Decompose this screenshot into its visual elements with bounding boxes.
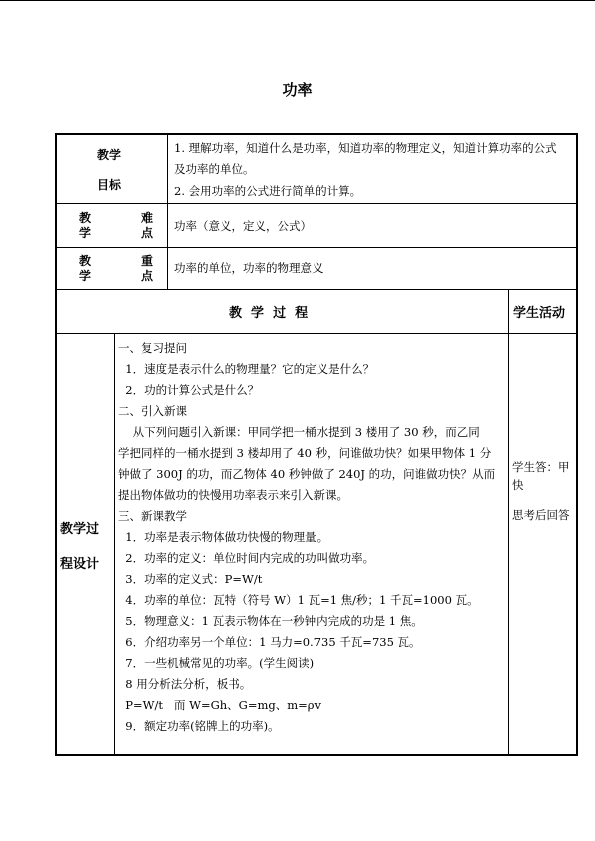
- col-divider-top: [167, 133, 168, 289]
- process-line: 二、引入新课: [118, 404, 187, 418]
- process-line: 学把同样的一桶水提到 3 楼却用了 40 秒，问谁做功快？如果甲物体 1 分: [118, 446, 492, 460]
- objectives-label-1: 教学: [97, 148, 122, 162]
- process-line: 2．功率的定义：单位时间内完成的功叫做功率。: [118, 551, 375, 565]
- col-divider-process-label: [114, 333, 115, 756]
- design-label-2: 程设计: [60, 557, 100, 572]
- process-line: 2．功的计算公式是什么？: [118, 383, 260, 397]
- process-line: 三、新课教学: [118, 509, 187, 523]
- student-activity-line-3: 思考后回答: [512, 508, 570, 522]
- process-content: [118, 338, 506, 737]
- row-divider-keypoints: [55, 289, 578, 290]
- difficulty-label-d: 点: [141, 226, 154, 240]
- keypoints-label-a: 教: [79, 254, 92, 268]
- keypoints-label-d: 点: [141, 269, 154, 283]
- difficulty-text: 功率（意义，定义，公式）: [174, 219, 312, 233]
- objectives-text-1: 1. 理解功率，知道什么是功率，知道功率的物理定义，知道计算功率的公式: [174, 141, 557, 155]
- process-line: 从下列问题引入新课：甲同学把一桶水提到 3 楼用了 30 秒，而乙同: [118, 425, 480, 439]
- row-divider-header: [55, 333, 578, 334]
- process-line: 7．一些机械常见的功率。(学生阅读): [118, 656, 315, 670]
- top-rule: [0, 0, 595, 1]
- process-line: 9．额定功率(铭牌上的功率)。: [118, 719, 280, 733]
- design-label-1: 教学过: [60, 522, 100, 537]
- process-line: 4．功率的单位：瓦特（符号 W）1 瓦=1 焦/秒；1 千瓦=1000 瓦。: [118, 593, 479, 607]
- row-divider-objectives: [55, 203, 578, 204]
- objectives-text-3: 2. 会用功率的公式进行简单的计算。: [174, 184, 362, 198]
- keypoints-label-b: 重: [141, 254, 154, 268]
- process-line: 一、复习提问: [118, 341, 187, 355]
- row-divider-difficulty: [55, 247, 578, 248]
- objectives-text-2: 及功率的单位。: [174, 162, 255, 176]
- difficulty-label-a: 教: [79, 211, 92, 225]
- difficulty-label-b: 难: [141, 211, 154, 225]
- keypoints-text: 功率的单位，功率的物理意义: [174, 261, 324, 275]
- col-divider-student: [508, 289, 509, 756]
- process-line: 3．功率的定义式：P=W/t: [118, 572, 263, 586]
- process-line: 提出物体做功的快慢用功率表示来引入新课。: [118, 488, 348, 502]
- process-line: 钟做了 300J 的功，而乙物体 40 秒钟做了 240J 的功，问谁做功快？从而: [118, 467, 496, 481]
- process-line: 1．速度是表示什么的物理量？它的定义是什么？: [118, 362, 375, 376]
- student-activity-line-1: 学生答：甲: [512, 460, 570, 474]
- keypoints-label-c: 学: [79, 269, 92, 283]
- page-title: 功率: [282, 81, 313, 99]
- process-header: 教 学 过 程: [229, 306, 309, 321]
- process-line: 5．物理意义：1 瓦表示物体在一秒钟内完成的功是 1 焦。: [118, 614, 423, 628]
- student-activity-line-2: 快: [512, 478, 524, 492]
- objectives-label-2: 目标: [97, 178, 122, 192]
- process-line: P=W/t 而 W=Gh、G=mg、m=ρv: [118, 698, 322, 712]
- process-line: 1．功率是表示物体做功快慢的物理量。: [118, 530, 329, 544]
- difficulty-label-c: 学: [79, 226, 92, 240]
- process-line: 8 用分析法分析，板书。: [118, 677, 252, 691]
- student-activity-header: 学生活动: [513, 306, 566, 321]
- process-line: 6．介绍功率另一个单位：1 马力=0.735 千瓦=735 瓦。: [118, 635, 421, 649]
